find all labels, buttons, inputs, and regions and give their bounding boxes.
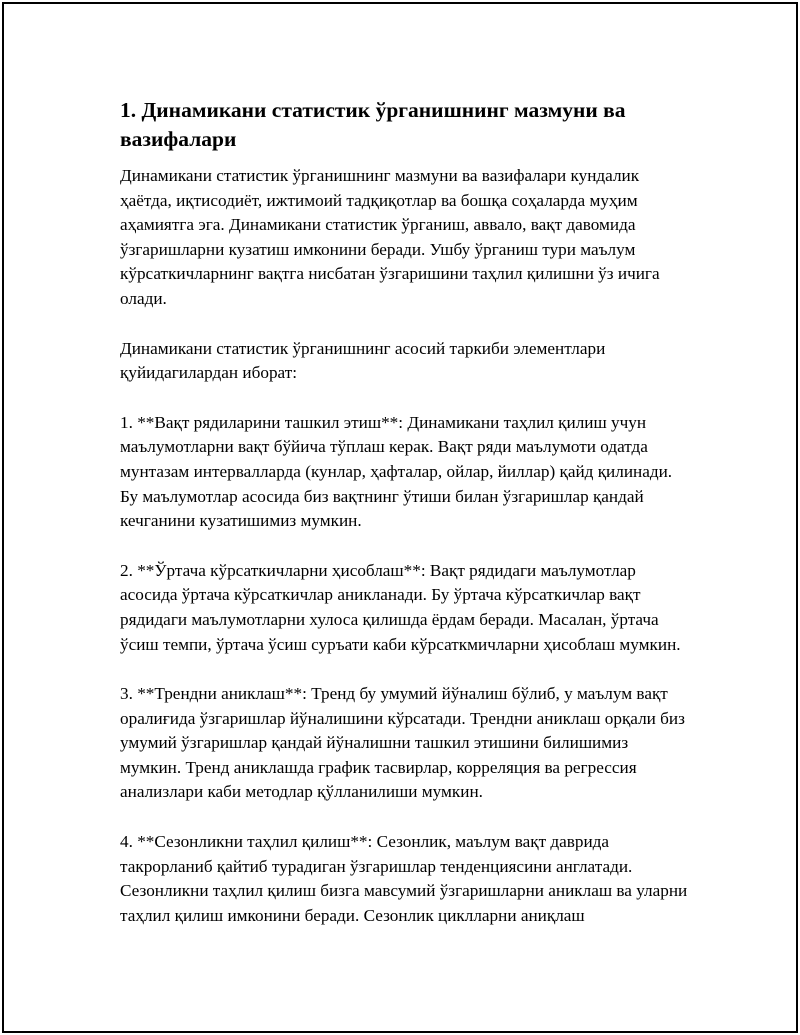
list-item-averages: 2. **Ўртача кўрсаткичларни ҳисоблаш**: Вақт рядидаги маълумотлар асосида ўртача кўрсаткичлар аникланади. Бу ўртача кўрсаткичлар вақт рядидаги маълумотларни хулоса қилишда ёрдам беради. Масалан, ўртача ўсиш темпи, ўртача ўсиш суръати каби кўрсаткмичларни ҳисоблаш мумкин. [120, 560, 681, 654]
intro-paragraph: Динамикани статистик ўрганишнинг мазмуни ва вазифалари кундалик ҳаётда, иқтисодиёт, ижтимоий тадқиқотлар ва бошқа соҳаларда муҳим аҳамиятга эга. Динамикани статистик ўрганиш, аввало, вақт давомида ўзгаришларни кузатиш имконини беради. Ушбу ўрганиш тури маълум кўрсаткичларнинг вақтга нисбатан ўзгаришини таҳлил қилишни ўз ичига олади. [120, 166, 660, 308]
list-item-time-series: 1. **Вақт рядиларини ташкил этиш**: Динамикани таҳлил қилиш учун маълумотларни вақт бўйича тўплаш керак. Вақт ряди маълумоти одатда мунтазам интервалларда (кунлар, ҳафталар, ойлар, йиллар) қайд қилинади. Бу маълумотлар асосида биз вақтнинг ўтиши билан ўзгаришлар қандай кечганини кузатишимиз мумкин. [120, 412, 673, 531]
elements-intro-paragraph: Динамикани статистик ўрганишнинг асосий таркиби элементлари қуйидагилардан иборат: [120, 338, 606, 383]
list-item-trend: 3. **Трендни аниклаш**: Тренд бу умумий йўналиш бўлиб, у маълум вақт оралиғида ўзгаришлар йўналишини кўрсатади. Трендни аниклаш орқали биз умумий ўзгаришлар қандай йўналишни ташкил этишини билишимиз мумкин. Тренд аниклашда график тасвирлар, корреляция ва регрессия анализлари каби методлар қўлланилиши мумкин. [120, 684, 685, 802]
section-heading: 1. Динамикани статистик ўрганишнинг мазмуни ва вазифалари [120, 98, 626, 151]
document-body [120, 96, 688, 953]
document-page [2, 2, 798, 1033]
list-item-seasonality: 4. **Сезонликни таҳлил қилиш**: Сезонлик, маълум вақт даврида такрорланиб қайтиб турадиган ўзгаришлар тенденциясини англатади. Сезонликни таҳлил қилиш бизга мавсумий ўзгаришларни аниклаш ва уларни таҳлил қилиш имконини беради. Сезонлик циклларни аниқлаш [120, 832, 688, 925]
